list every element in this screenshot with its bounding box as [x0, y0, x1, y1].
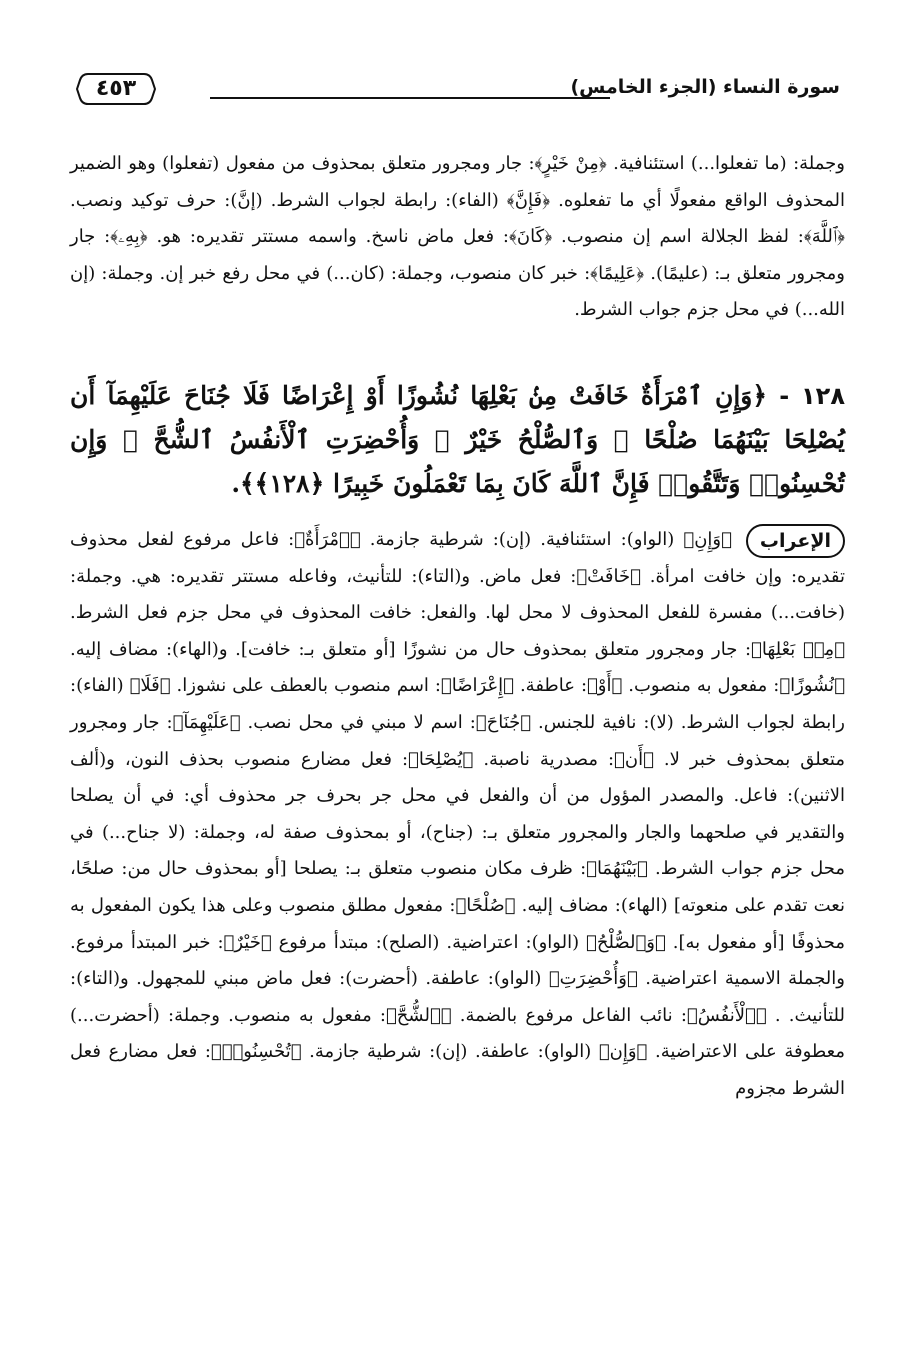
page-number-badge — [76, 72, 156, 106]
verse-number: ١٢٨ - — [779, 382, 845, 410]
irab-text: ﴿وَإِنِ﴾ (الواو): استئنافية. (إن): شرطية جازمة. ﴿ٱمْرَأَةٌ﴾: فاعل مرفوع لفعل محذوف تقديره: وإن خافت امرأة. ﴿خَافَتْ﴾: فعل ماض. و(التاء): للتأنيث، وفاعله مستتر تقديره: هي. وجملة: (خافت...) مفسرة للفعل المحذوف لا محل لها. والفعل: خافت المحذوف في محل جزم فعل الشرط. ﴿مِنۢ بَعْلِهَا﴾: جار ومجرور متعلق بمحذوف حال من نشوزًا [أو متعلق بـ: خافت]. و(الهاء): مضاف إليه. ﴿نُشُوزًا﴾: مفعول به منصوب. ﴿أَوْ﴾: عاطفة. ﴿إِعْرَاضًا﴾: اسم منصوب بالعطف على نشوزا. ﴿فَلَا﴾ (الفاء): رابطة لجواب الشرط. (لا): نافية للجنس. ﴿جُنَاحَ﴾: اسم لا مبني في محل نصب. ﴿عَلَيْهِمَآ﴾: جار ومجرور متعلق بمحذوف خبر لا. ﴿أَن﴾: مصدرية ناصبة. ﴿يُصْلِحَا﴾: فعل مضارع منصوب بحذف النون، و(ألف الاثنين): فاعل. والمصدر المؤول من أن والفعل في محل جر بحرف جر محذوف أي: في أن يصلحا والتقدير في صلحهما والجار والمجرور متعلق بـ: (جناح)، أو بمحذوف صفة له، وجملة: (لا جناح...) في محل جزم جواب الشرط. ﴿بَيْنَهُمَا﴾: ظرف مكان منصوب متعلق بـ: يصلحا [أو بمحذوف حال من: صلحًا، نعت تقدم على منعوته] (الهاء): مضاف إليه. ﴿صُلْحًا﴾: مفعول مطلق منصوب وعلى هذا يكون المفعول به محذوفًا [أو مفعول به]. ﴿وَٱلصُّلْحُ﴾ (الواو): اعتراضية. (الصلح): مبتدأ مرفوع ﴿خَيْرٌ﴾: خبر المبتدأ مرفوع. والجملة الاسمية اعتراضية. ﴿وَأُحْضِرَتِ﴾ (الواو): عاطفة. (أحضرت): فعل ماض مبني للمجهول. و(التاء): للتأنيث. . ﴿ٱلْأَنفُسُ﴾: نائب الفاعل مرفوع بالضمة. ﴿ٱلشُّحَّ﴾: مفعول به منصوب. وجملة: (أحضرت...) معطوفة على الاعتراضية. ﴿وَإِن﴾ (الواو): عاطفة. (إن): شرطية جازمة. ﴿تُحْسِنُوا۟﴾: فعل مضارع فعل الشرط مجزوم — [70, 529, 846, 1099]
page-header — [70, 70, 840, 114]
irab-heading: الإعراب — [746, 524, 845, 558]
page-number: ٤٥٣ — [95, 76, 137, 101]
commentary-paragraph: وجملة: (ما تفعلوا...) استئنافية. ﴿مِنْ خَيْرٍ﴾: جار ومجرور متعلق بمحذوف من مفعول (تفعلوا) وهو الضمير المحذوف الواقع مفعولًا أي ما تفعلوه. ﴿فَإِنَّ﴾ (الفاء): رابطة لجواب الشرط. (إنَّ): حرف توكيد ونصب. ﴿ٱللَّهَ﴾: لفظ الجلالة اسم إن منصوب. ﴿كَانَ﴾: فعل ماض ناسخ. واسمه مستتر تقديره: هو. ﴿بِهِۦ﴾: جار ومجرور متعلق بـ: (عليمًا). ﴿عَلِيمًا﴾: خبر كان منصوب، وجملة: (كان...) في محل رفع خبر إن. وجملة: (إن الله...) في محل جزم جواب الشرط. — [70, 153, 845, 320]
verse-block — [70, 374, 845, 506]
header-rule — [210, 97, 610, 99]
verse-text: ﴿وَإِنِ ٱمْرَأَةٌ خَافَتْ مِنۢ بَعْلِهَا نُشُوزًا أَوْ إِعْرَاضًا فَلَا جُنَاحَ عَلَيْهِمَآ أَن يُصْلِحَا بَيْنَهُمَا صُلْحًا ۚ وَٱلصُّلْحُ خَيْرٌ ۗ وَأُحْضِرَتِ ٱلْأَنفُسُ ٱلشُّحَّ ۚ وَإِن تُحْسِنُوا۟ وَتَتَّقُوا۟ فَإِنَّ ٱللَّهَ كَانَ بِمَا تَعْمَلُونَ خَبِيرًا ﴿١٢٨﴾﴾. — [70, 381, 845, 498]
irab-section — [70, 522, 845, 1108]
running-title: سورة النساء (الجزء الخامس) — [570, 76, 840, 98]
